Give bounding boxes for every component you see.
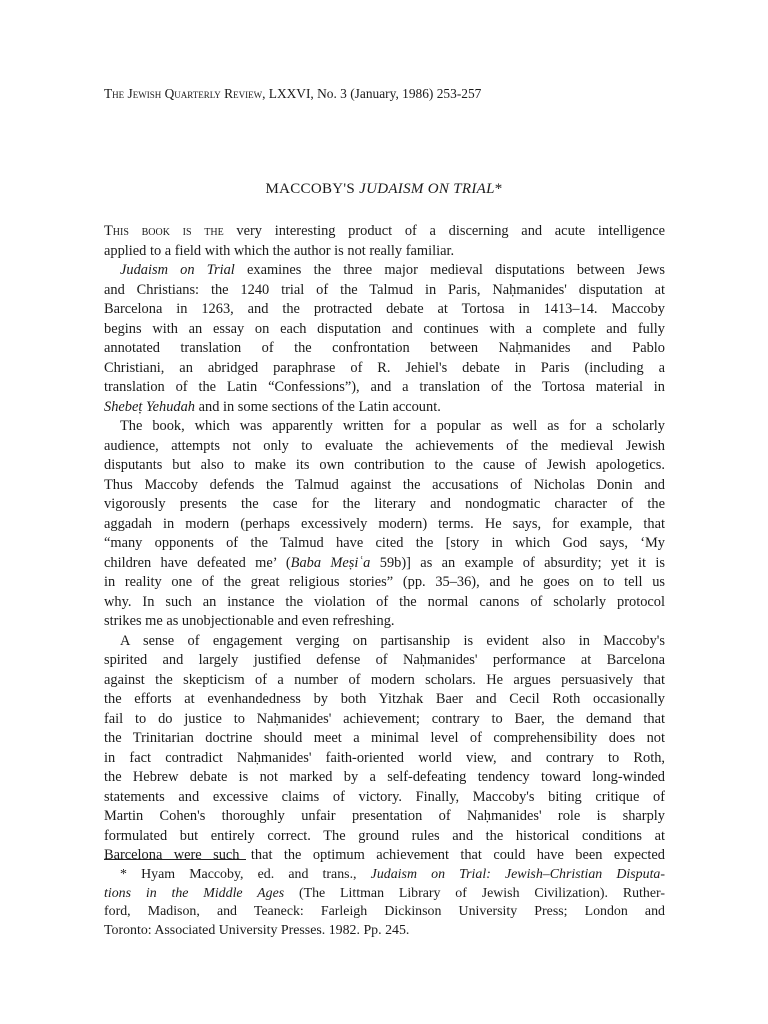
footnote-line: tions in the Middle Ages (The Littman Library of Jewish Civilization). Ruther- xyxy=(104,885,665,901)
p4-line: Barcelona were such that the optimum achievement that could have been expected xyxy=(104,847,665,863)
running-head xyxy=(104,85,664,103)
p4-line: formulated but entirely correct. The ground rules and the historical conditions at xyxy=(104,827,665,844)
p2-line: Barcelona in 1263, and the protracted debate at Tortosa in 1413–14. Maccoby xyxy=(104,301,665,317)
p3-line: aggadah in modern (perhaps excessively modern) terms. He says, for example, that xyxy=(104,515,665,532)
p4-line: against the skepticism of a number of modern scholars. He argues persuasively that xyxy=(104,671,665,688)
p3-line: children have defeated me’ (Baba Meṣiʿa 59b)] as an example of absurdity; yet it is xyxy=(104,554,665,571)
p2-line: and Christians: the 1240 trial of the Talmud in Paris, Naḥmanides' disputation at xyxy=(104,281,665,298)
p2-line: Christiani, an abridged paraphrase of R. Jehiel's debate in Paris (including a xyxy=(104,359,665,376)
p3-line: vigorously presents the case for the literary and nondogmatic character of the xyxy=(104,496,665,512)
p3-line: “many opponents of the Talmud have cited the [story in which God says, ‘My xyxy=(104,535,665,551)
title-author: MACCOBY'S xyxy=(265,181,360,197)
p2-line: Shebeṭ Yehudah and in some sections of the Latin account. xyxy=(104,398,441,415)
p3-line: The book, which was apparently written for a popular as well as for a scholarly xyxy=(120,418,665,434)
title-footnote-marker: * xyxy=(494,181,503,197)
title-book: JUDAISM ON TRIAL xyxy=(359,181,495,197)
p3-line: disputants but also to make its own contribution to the cause of Jewish apologetics. xyxy=(104,457,665,473)
p4-line: the Trinitarian doctrine should meet a minimal level of comprehensibility does not xyxy=(104,730,665,746)
p4-line: spirited and largely justified defense of Naḥmanides' performance at Barcelona xyxy=(104,652,665,668)
p3-line: strikes me as unobjectionable and even refreshing. xyxy=(104,613,395,629)
footnote-line: ford, Madison, and Teaneck: Farleigh Dickinson University Press; London and xyxy=(104,904,665,919)
p4-line: in fact contradict Naḥmanides' faith-oriented world view, and contrary to Roth, xyxy=(104,749,665,766)
p3-line: audience, attempts not only to evaluate the achievements of the medieval Jewish xyxy=(104,437,665,454)
footnote xyxy=(104,866,665,940)
p4-line: statements and excessive claims of victory. Finally, Maccoby's biting critique of xyxy=(104,788,665,805)
p2-line: translation of the Latin “Confessions”), and a translation of the Tortosa material in xyxy=(104,379,665,395)
journal-details: , LXXVI, No. 3 (January, 1986) 253-257 xyxy=(262,86,482,101)
p2-line: annotated translation of the confrontation between Naḥmanides and Pablo xyxy=(104,340,665,356)
p4-line: Martin Cohen's thoroughly unfair presentation of Naḥmanides' role is sharply xyxy=(104,808,665,824)
footnote-line: Toronto: Associated University Presses. 1982. Pp. 245. xyxy=(104,922,410,938)
p3-line: why. In such an instance the violation of the normal canons of scholarly protocol xyxy=(104,593,665,610)
p2-line: Judaism on Trial examines the three major medieval disputations between Jews xyxy=(120,262,665,278)
article-title xyxy=(104,179,664,199)
article-body xyxy=(104,222,665,866)
footnote-line: * Hyam Maccoby, ed. and trans., Judaism on Trial: Jewish–Christian Disputa- xyxy=(120,867,665,882)
journal-name: The Jewish Quarterly Review xyxy=(104,86,263,101)
p4-line: fail to do justice to Naḥmanides' achievement; contrary to Baer, the demand that xyxy=(104,710,665,727)
opening-words: This book is the xyxy=(104,223,224,239)
p4-line: the efforts at evenhandedness by both Yitzhak Baer and Cecil Roth occasionally xyxy=(104,691,665,707)
p1-line: applied to a field with which the author is not really familiar. xyxy=(104,242,455,259)
p2-line: begins with an essay on each disputation and continues with a complete and fully xyxy=(104,320,665,337)
footnote-rule xyxy=(104,859,246,860)
p4-line: A sense of engagement verging on partisanship is evident also in Maccoby's xyxy=(120,632,665,649)
p4-line: the Hebrew debate is not marked by a self-defeating tendency toward long-winded xyxy=(104,769,665,785)
p3-line: in reality one of the great religious stories” (pp. 35–36), and he goes on to tell us xyxy=(104,574,665,590)
p3-line: Thus Maccoby defends the Talmud against the accusations of Nicholas Donin and xyxy=(104,476,665,493)
p1-line: This book is the very interesting product of a discerning and acute intelligence xyxy=(104,223,665,239)
